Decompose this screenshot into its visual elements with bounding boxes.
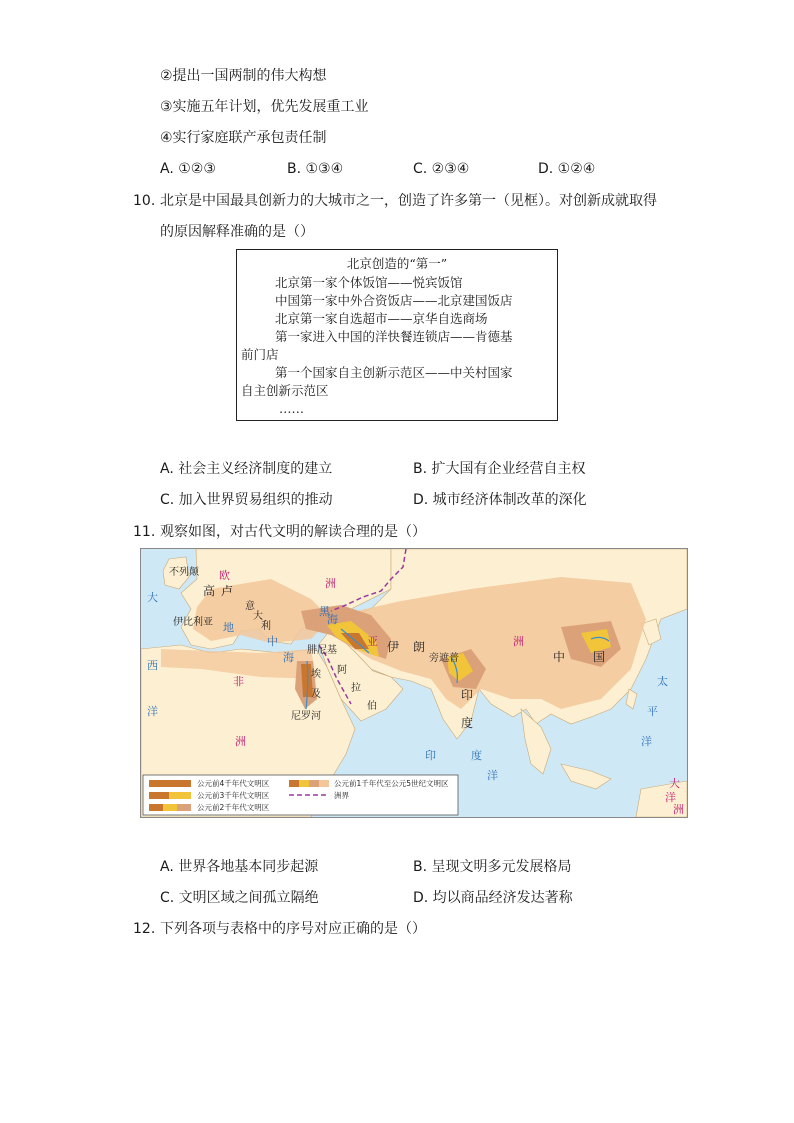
- prev-question-item-3: ③实施五年计划，优先发展重工业: [160, 99, 369, 115]
- q10-option-d[interactable]: D. 城市经济体制改革的深化: [413, 492, 587, 508]
- label-egypt-1: 埃: [311, 669, 321, 680]
- label-italy-1: 意: [245, 601, 255, 612]
- label-punjab: 旁遮普: [429, 653, 459, 664]
- label-pacific-2: 平: [647, 705, 658, 718]
- label-asia-zhou: 洲: [513, 635, 524, 648]
- label-med-1: 地: [223, 621, 234, 634]
- label-italy-3: 利: [261, 621, 271, 632]
- label-med-2: 中: [267, 635, 278, 648]
- legend-label-border: 洲界: [334, 791, 349, 800]
- box-line-7: 自主创新示范区: [241, 383, 329, 398]
- label-indian-1: 印: [425, 749, 436, 762]
- prev-question-item-4: ④实行家庭联产承包责任制: [160, 130, 327, 146]
- box-line-6: 第一个国家自主创新示范区——中关村国家: [275, 365, 513, 380]
- label-gaul-1: 高: [203, 584, 216, 598]
- label-pacific-3: 洋: [641, 735, 652, 748]
- beijing-firsts-box: [236, 249, 558, 421]
- prev-option-a[interactable]: A. ①②③: [160, 161, 216, 177]
- legend-swatch-3k: [169, 792, 191, 799]
- legend-swatch-1k: [319, 780, 329, 787]
- legend-label-4k: 公元前4千年代文明区: [197, 779, 270, 788]
- label-black-sea-2: 海: [327, 613, 338, 626]
- label-nile: 尼罗河: [291, 711, 321, 722]
- ancient-civilizations-map: [140, 548, 688, 818]
- question-10-stem-line1: 北京是中国最具创新力的大城市之一，创造了许多第一（见框）。对创新成就取得: [160, 193, 657, 209]
- label-black-sea-1: 黑: [319, 605, 330, 618]
- label-italy-2: 大: [253, 611, 263, 622]
- label-indian-3: 洋: [487, 769, 498, 782]
- label-india-1: 印: [461, 688, 474, 702]
- legend-swatch-2k: [177, 804, 191, 811]
- label-africa-1: 非: [233, 675, 244, 688]
- label-pacific-1: 太: [657, 675, 668, 688]
- label-atlantic-3: 洋: [147, 705, 158, 718]
- prev-question-item-2: ②提出一国两制的伟大构想: [160, 68, 327, 84]
- q11-option-d[interactable]: D. 均以商品经济发达著称: [413, 890, 573, 906]
- label-india-2: 度: [461, 716, 474, 730]
- label-atlantic-2: 西: [147, 659, 158, 672]
- legend-label-2k: 公元前2千年代文明区: [197, 803, 270, 812]
- box-line-8: ……: [279, 401, 304, 416]
- label-china-1: 中: [553, 650, 566, 664]
- question-10-number: 10.: [133, 193, 156, 209]
- box-line-3: 北京第一家自选超市——京华自选商场: [275, 311, 488, 326]
- box-line-4: 第一家进入中国的洋快餐连锁店——肯德基: [275, 329, 513, 344]
- label-europe-zhou: 洲: [325, 577, 336, 590]
- prev-option-b[interactable]: B. ①③④: [287, 161, 344, 177]
- label-arabia-1: 阿: [337, 665, 347, 676]
- legend-label-1k: 公元前1千年代至公元5世纪文明区: [334, 779, 449, 788]
- label-med-3: 海: [283, 651, 294, 664]
- label-asia: 亚: [367, 635, 378, 648]
- question-11-number: 11.: [133, 524, 156, 540]
- question-10-stem-line2: 的原因解释准确的是（）: [160, 224, 314, 240]
- label-britain: 不列颠: [169, 567, 199, 578]
- q10-option-a[interactable]: A. 社会主义经济制度的建立: [160, 461, 333, 477]
- label-phoenicia: 腓尼基: [307, 645, 337, 656]
- label-oceania-1: 大: [669, 777, 680, 790]
- question-12-number: 12.: [133, 921, 156, 937]
- label-china-2: 国: [593, 650, 606, 664]
- q10-option-b[interactable]: B. 扩大国有企业经营自主权: [413, 461, 586, 477]
- map-legend: [143, 775, 458, 815]
- box-line-2: 中国第一家中外合资饭店——北京建国饭店: [275, 293, 513, 308]
- legend-swatch-4k: [149, 780, 191, 787]
- legend-label-3k: 公元前3千年代文明区: [197, 791, 270, 800]
- q11-option-a[interactable]: A. 世界各地基本同步起源: [160, 859, 319, 875]
- prev-option-d[interactable]: D. ①②④: [538, 161, 596, 177]
- label-indian-2: 度: [471, 749, 482, 762]
- question-12-stem: 下列各项与表格中的序号对应正确的是（）: [160, 921, 426, 937]
- question-11-stem: 观察如图，对古代文明的解读合理的是（）: [160, 524, 426, 540]
- label-gaul-2: 卢: [221, 584, 234, 598]
- label-europe: 欧: [219, 569, 230, 582]
- box-line-5: 前门店: [241, 347, 279, 362]
- label-egypt-2: 及: [311, 689, 321, 700]
- label-arabia-3: 伯: [367, 701, 377, 712]
- label-atlantic-1: 大: [147, 591, 158, 604]
- prev-option-c[interactable]: C. ②③④: [413, 161, 470, 177]
- box-line-1: 北京第一家个体饭馆——悦宾饭馆: [275, 275, 463, 290]
- label-iberia: 伊比利亚: [173, 617, 213, 628]
- label-africa-2: 洲: [235, 735, 246, 748]
- label-iran-1: 伊: [387, 640, 400, 654]
- label-oceania-2: 洋: [665, 791, 676, 804]
- label-arabia-2: 拉: [351, 683, 361, 694]
- q11-option-b[interactable]: B. 呈现文明多元发展格局: [413, 859, 572, 875]
- label-oceania-3: 洲: [673, 803, 684, 816]
- q10-option-c[interactable]: C. 加入世界贸易组织的推动: [160, 492, 333, 508]
- q11-option-c[interactable]: C. 文明区域之间孤立隔绝: [160, 890, 319, 906]
- label-iran-2: 朗: [413, 640, 426, 654]
- box-title: 北京创造的“第一”: [346, 256, 448, 271]
